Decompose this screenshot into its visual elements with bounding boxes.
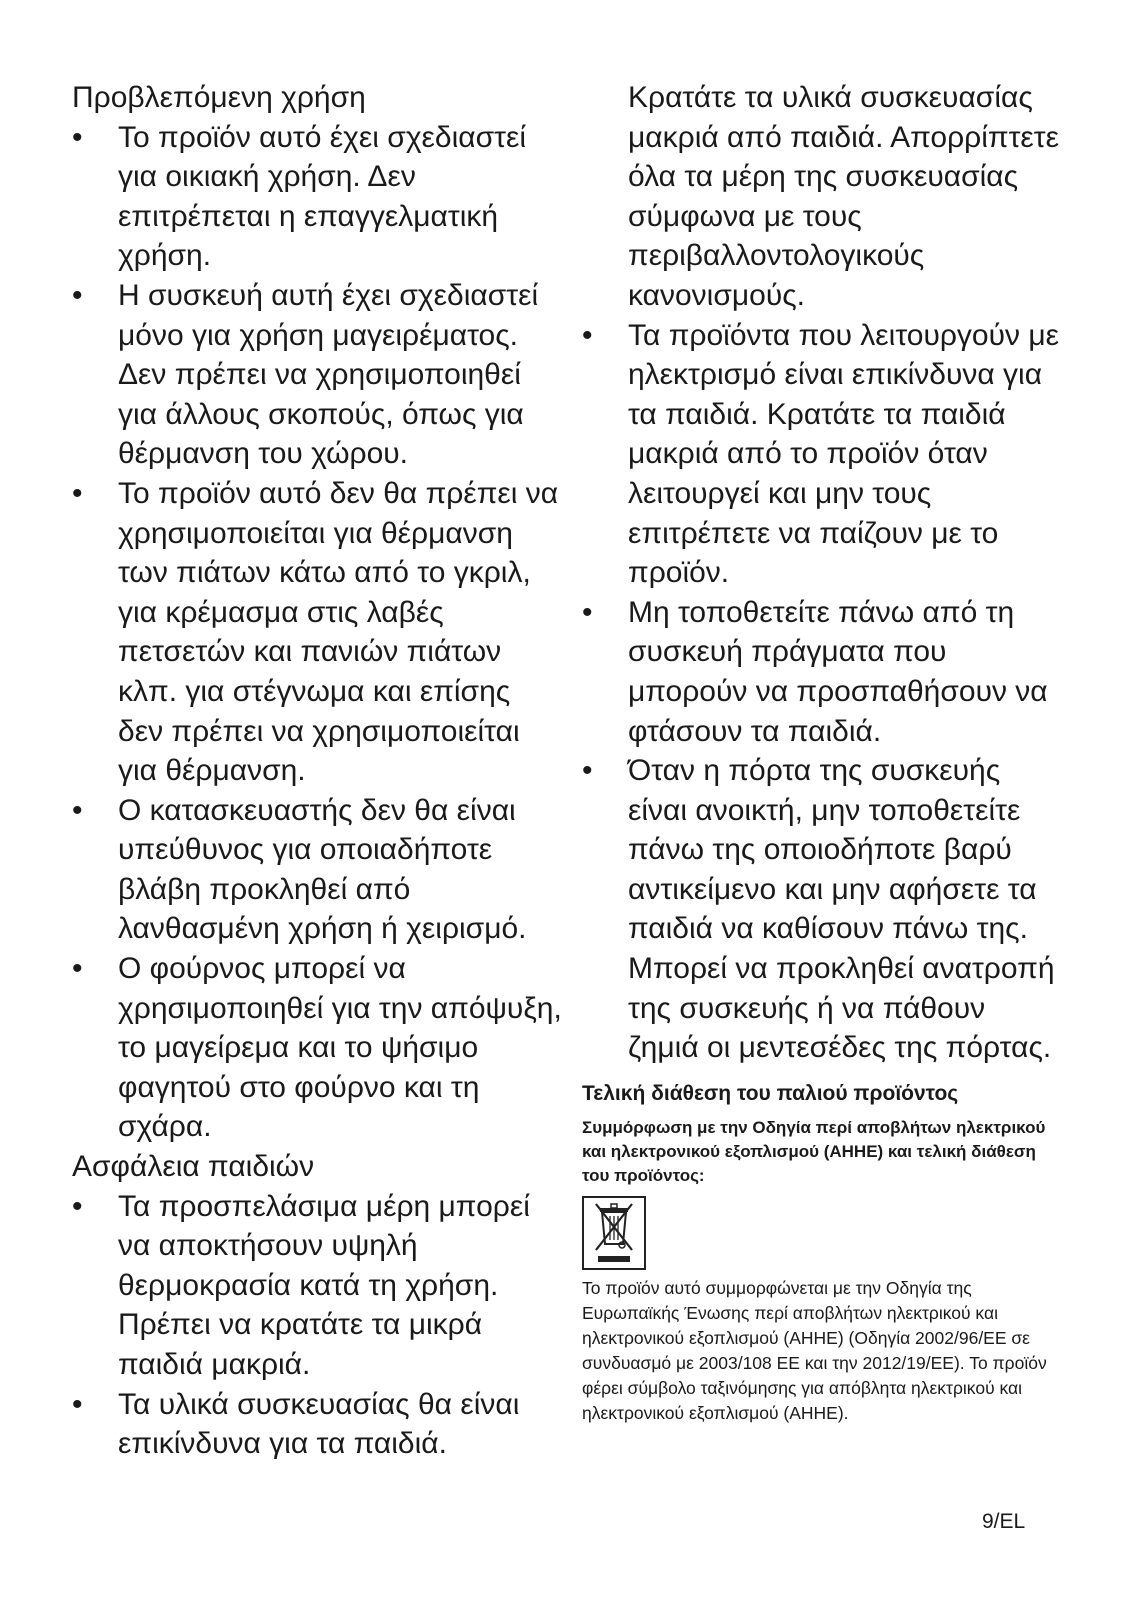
list-item: • Τα προσπελάσιμα μέρη μπορεί να αποκτήσουν υψηλή θερμοκρασία κατά τη χρήση. Πρέπει να κρατάτε τα μικρά παιδιά μακριά. <box>72 1187 562 1385</box>
list-item: • Τα προϊόντα που λειτουργούν με ηλεκτρισμό είναι επικίνδυνα για τα παιδιά. Κρατάτε τα παιδιά μακριά από το προϊόν όταν λειτουργεί και μην τους επιτρέπετε να παίζουν με το προϊόν. <box>582 316 1062 593</box>
intended-use-heading: Προβλεπόμενη χρήση <box>72 81 366 114</box>
list-item: • Τα υλικά συσκευασίας θα είναι επικίνδυνα για τα παιδιά. <box>72 1385 562 1464</box>
continuation-paragraph: Κρατάτε τα υλικά συσκευασίας μακριά από παιδιά. Απορρίπτετε όλα τα μέρη της συσκευασίας σύμφωνα με τους περιβαλλοντολογικούς κανονισμούς. <box>628 81 1060 312</box>
list-item: • Το προϊόν αυτό δεν θα πρέπει να χρησιμοποιείται για θέρμανση των πιάτων κάτω από το γκριλ, για κρέμασμα στις λαβές πετσετών και πανιών πιάτων κλπ. για στέγνωμα και επίσης δεν πρέπει να χρησιμοποιείται για θέρμανση. <box>72 474 562 791</box>
crossed-out-wheelie-bin-icon <box>582 1196 646 1270</box>
list-item: • Όταν η πόρτα της συσκευής είναι ανοικτή, μην τοποθετείτε πάνω της οποιοδήποτε βαρύ αντικείμενο και μην αφήσετε τα παιδιά να καθίσουν πάνω της. Μπορεί να προκληθεί ανατροπή της συσκευής ή να πάθουν ζημιά οι μεντεσέδες της πόρτας. <box>582 751 1062 1068</box>
page-number: 9/EL <box>982 1510 1026 1533</box>
child-safety-list-continued <box>582 316 1062 1068</box>
list-item: • Η συσκευή αυτή έχει σχεδιαστεί μόνο για χρήση μαγειρέματος. Δεν πρέπει να χρησιμοποιηθεί για άλλους σκοπούς, όπως για θέρμανση του χώρου. <box>72 276 562 474</box>
child-safety-heading: Ασφάλεια παιδιών <box>72 1150 315 1184</box>
list-item: • Ο κατασκευαστής δεν θα είναι υπεύθυνος για οποιαδήποτε βλάβη προκληθεί από λανθασμένη χρήση ή χειρισμό. <box>72 791 562 949</box>
weee-compliance-intro: Συμμόρφωση με την Οδηγία περί αποβλήτων ηλεκτρικού και ηλεκτρονικού εξοπλισμού (AHHE) και τελική διάθεση του προϊόντος: <box>582 1117 1046 1185</box>
intended-use-list <box>72 118 562 1147</box>
child-safety-list <box>72 1187 562 1464</box>
left-column <box>72 78 562 1464</box>
right-column <box>582 78 1062 1426</box>
list-item: • Το προϊόν αυτό έχει σχεδιαστεί για οικιακή χρήση. Δεν επιτρέπεται η επαγγελματική χρήση. <box>72 118 562 276</box>
weee-description: Το προϊόν αυτό συμμορφώνεται με την Οδηγία της Ευρωπαϊκής Ένωσης περί αποβλήτων ηλεκτρικού και ηλεκτρονικού εξοπλισμού (AHHE) (Οδηγία 2002/96/ΕΕ σε συνδυασμό με 2003/108 ΕΕ και την 2012/19/ΕΕ). Το προϊόν φέρει σύμβολο ταξινόμησης για απόβλητα ηλεκτρικού και ηλεκτρονικού εξοπλισμού (AHHE). <box>582 1277 1047 1423</box>
list-item: • Ο φούρνος μπορεί να χρησιμοποιηθεί για την απόψυξη, το μαγείρεμα και το ψήσιμο φαγητού στο φούρνο και τη σχάρα. <box>72 949 562 1147</box>
disposal-heading: Τελική διάθεση του παλιού προϊόντος <box>582 1081 959 1105</box>
list-item: • Μη τοποθετείτε πάνω από τη συσκευή πράγματα που μπορούν να προσπαθήσουν να φτάσουν τα παιδιά. <box>582 593 1062 751</box>
